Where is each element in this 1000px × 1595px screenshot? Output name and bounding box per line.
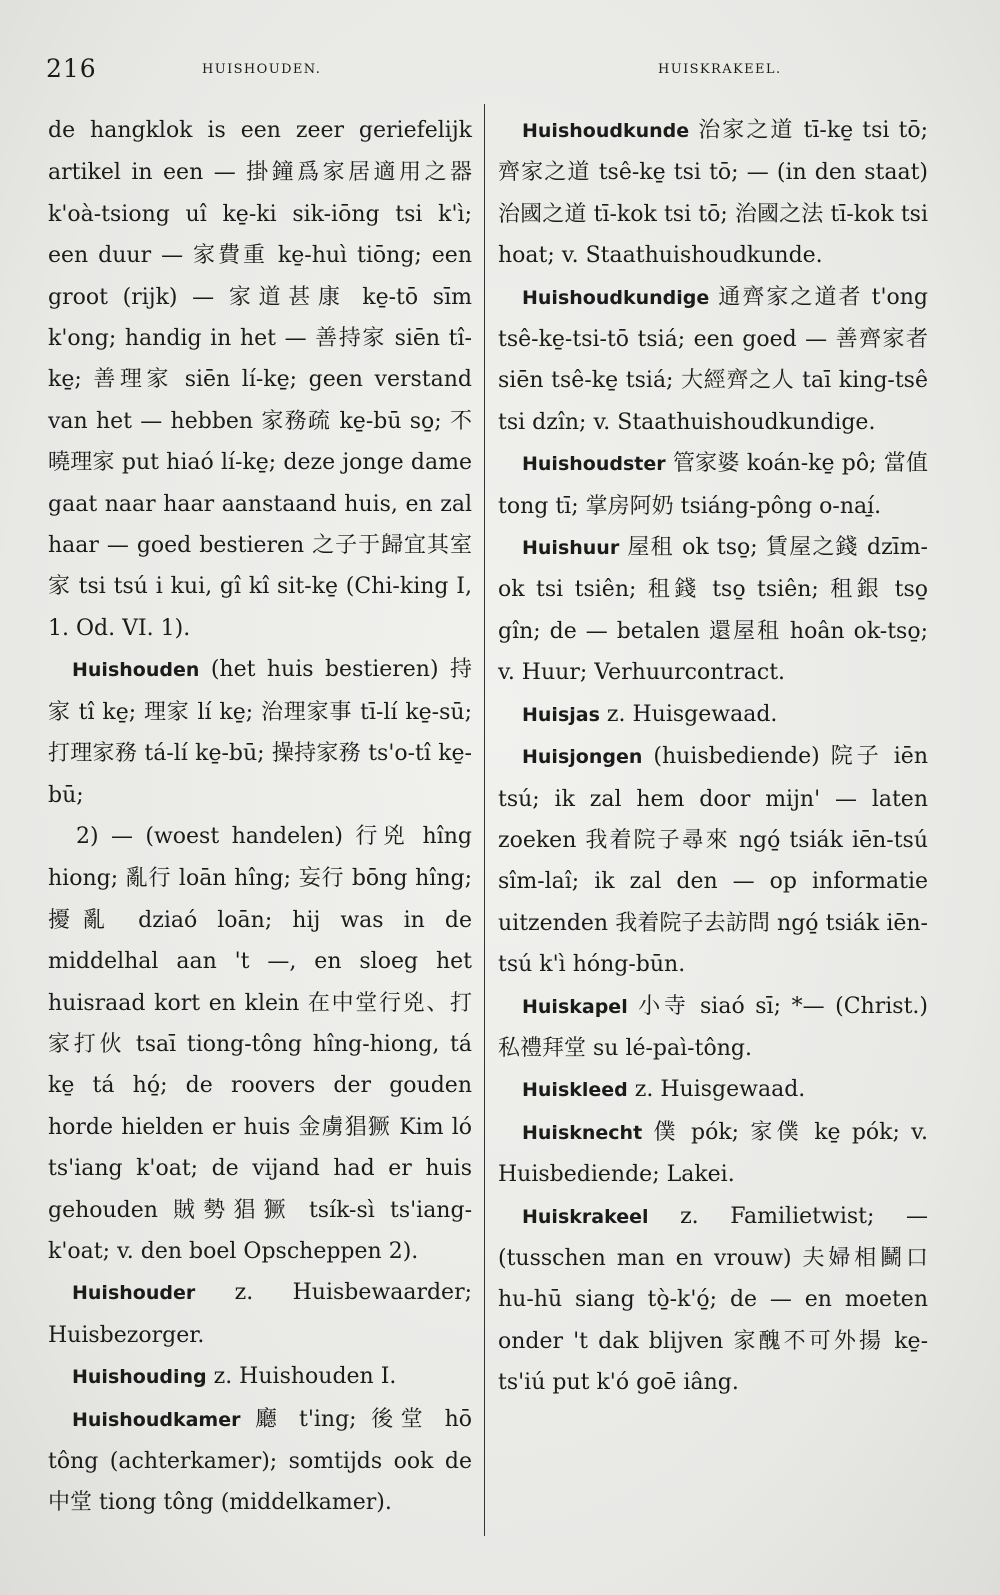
entry-text: de hangklok is een zeer geriefelijk artikel in een — 掛鐘爲家居適用之器 k'oà-tsiong uî ke̱-ki sik-iōng tsi k'ì; een duur — 家費重 ke̱-huì tiōng; een groot (rijk) — 家道甚康 ke̱-tō sīm k'ong; handig in het — 善持家 siēn tî-ke̱; 善理家 siēn lí-ke̱; geen verstand van het — hebben 家務疏 ke̱-bū so̱; 不曉理家 put hiaó lí-ke̱; deze jonge dame gaat naar haar aanstaand huis, en zal haar — goed bestieren 之子于歸宜其室家 tsi tsú i kui, gî kî sit-ke̱ (Chi-king I, 1. Od. VI. 1). bbox=[48, 118, 472, 641]
dictionary-entry bbox=[48, 1356, 472, 1398]
right-running-head: HUISKRAKEEL. bbox=[658, 62, 782, 77]
entry-headword: Huishouden bbox=[72, 659, 200, 682]
entry-text: 廳 t'ing; 後堂 hō tông (achterkamer); somtijds ook de 中堂 tiong tông (middelkamer). bbox=[48, 1406, 472, 1516]
entry-headword: Huishouding bbox=[72, 1366, 207, 1389]
dictionary-entry bbox=[48, 1272, 472, 1356]
entry-text: 2) — (woest handelen) 行兇 hîng hiong; 亂行 loān hîng; 妄行 bōng hîng; 擾亂 dziaó loān; hij was in de middelhal aan 't —, en sloeg het huisraad kort en klein 在中堂行兇、打家打伙 tsaī tiong-tông hîng-hiong, tá ke̱ tá hó̱; de roovers der gouden horde hielden er huis 金虜猖獗 Kim ló ts'iang k'oat; de vijand had er huis gehouden 賊勢猖獗 tsík-sì ts'iang-k'oat; v. den boel Opscheppen 2). bbox=[48, 823, 472, 1264]
entry-text: 治家之道 tī-ke̱ tsi tō; 齊家之道 tsê-ke̱ tsi tō; — (in den staat) 治國之道 tī-kok tsi tō; 治國之法 tī-kok tsi hoat; v. Staathuishoudkunde. bbox=[498, 118, 928, 269]
column-divider bbox=[484, 104, 485, 1536]
dictionary-entry bbox=[48, 649, 472, 816]
entry-text: z. Huisbewaarder; Huisbezorger. bbox=[48, 1280, 472, 1348]
dictionary-entry bbox=[498, 1196, 928, 1404]
dictionary-entry bbox=[498, 277, 928, 444]
entry-text: z. Familietwist; — (tusschen man en vrouw) 夫婦相鬭口 hu-hū siang tò̱-k'ó̱; de — en moeten onder 't dak blijven 家醜不可外揚 ke̱-ts'iú put k'ó goē iâng. bbox=[498, 1203, 928, 1396]
dictionary-entry bbox=[498, 986, 928, 1070]
dictionary-entry bbox=[48, 1399, 472, 1524]
entry-text: 管家婆 koán-ke̱ pô; 當值 tong tī; 掌房阿奶 tsiáng-pông o-naí̱. bbox=[498, 451, 928, 519]
left-column bbox=[48, 110, 472, 1524]
entry-headword: Huishuur bbox=[522, 537, 620, 560]
running-head bbox=[46, 54, 946, 90]
page-number: 216 bbox=[46, 54, 97, 83]
entry-headword: Huishoudkundige bbox=[522, 286, 710, 309]
entry-text: (het huis bestieren) 持家 tî ke̱; 理家 lí ke̱; 治理家事 tī-lí ke̱-sū; 打理家務 tá-lí ke̱-bū; 操持家務 ts'o-tî ke̱-bū; bbox=[48, 657, 472, 808]
entry-headword: Huishoudkunde bbox=[522, 120, 690, 142]
dictionary-entry bbox=[498, 694, 928, 736]
entry-text: (huisbediende) 院子 iēn tsú; ik zal hem door mijn' — laten zoeken 我着院子尋來 ngó̱ tsiák iēn-tsú sîm-laî; ik zal den — op informatie uitzenden 我着院子去訪問 ngó̱ tsiák iēn-tsú k'ì hóng-būn. bbox=[498, 744, 928, 978]
entry-headword: Huisknecht bbox=[522, 1121, 643, 1144]
dictionary-entry bbox=[498, 1069, 928, 1111]
dictionary-entry bbox=[498, 1112, 928, 1196]
dictionary-entry bbox=[498, 736, 928, 985]
dictionary-entry bbox=[498, 527, 928, 694]
entry-text: z. Huisgewaad. bbox=[599, 701, 778, 727]
entry-text: z. Huishouden I. bbox=[206, 1364, 397, 1390]
entry-text: 僕 pók; 家僕 ke̱ pók; v. Huisbediende; Lakei. bbox=[498, 1119, 928, 1188]
entry-text: 通齊家之道者 t'ong tsê-ke̱-tsi-tō tsiá; een goed — 善齊家者 siēn tsê-ke̱ tsiá; 大經齊之人 taī king-tsê tsi dzîn; v. Staathuishoudkundige. bbox=[498, 284, 928, 435]
entry-headword: Huiskrakeel bbox=[522, 1205, 649, 1228]
dictionary-entry bbox=[48, 110, 472, 649]
entry-text: 小寺 siaó sī; *— (Christ.) 私禮拜堂 su lé-paì-tông. bbox=[498, 993, 928, 1061]
entry-headword: Huishoudster bbox=[522, 453, 666, 476]
dictionary-entry bbox=[498, 443, 928, 527]
entry-headword: Huishoudkamer bbox=[72, 1408, 241, 1431]
left-running-head: HUISHOUDEN. bbox=[202, 62, 322, 77]
entry-headword: Huiskapel bbox=[522, 995, 628, 1018]
entry-headword: Huisjas bbox=[522, 703, 600, 726]
entry-headword: Huisjongen bbox=[522, 746, 643, 769]
entry-headword: Huiskleed bbox=[522, 1079, 628, 1102]
dictionary-entry bbox=[498, 110, 928, 277]
right-column bbox=[498, 110, 928, 1404]
entry-headword: Huishouder bbox=[72, 1282, 196, 1305]
entry-text: z. Huisgewaad. bbox=[627, 1077, 806, 1103]
dictionary-entry bbox=[48, 816, 472, 1272]
entry-text: 屋租 ok tso̱; 賃屋之錢 dzīm-ok tsi tsiên; 租錢 tso̱ tsiên; 租銀 tso̱ gîn; de — betalen 還屋租 hoân ok-tso̱; v. Huur; Verhuurcontract. bbox=[498, 535, 928, 686]
